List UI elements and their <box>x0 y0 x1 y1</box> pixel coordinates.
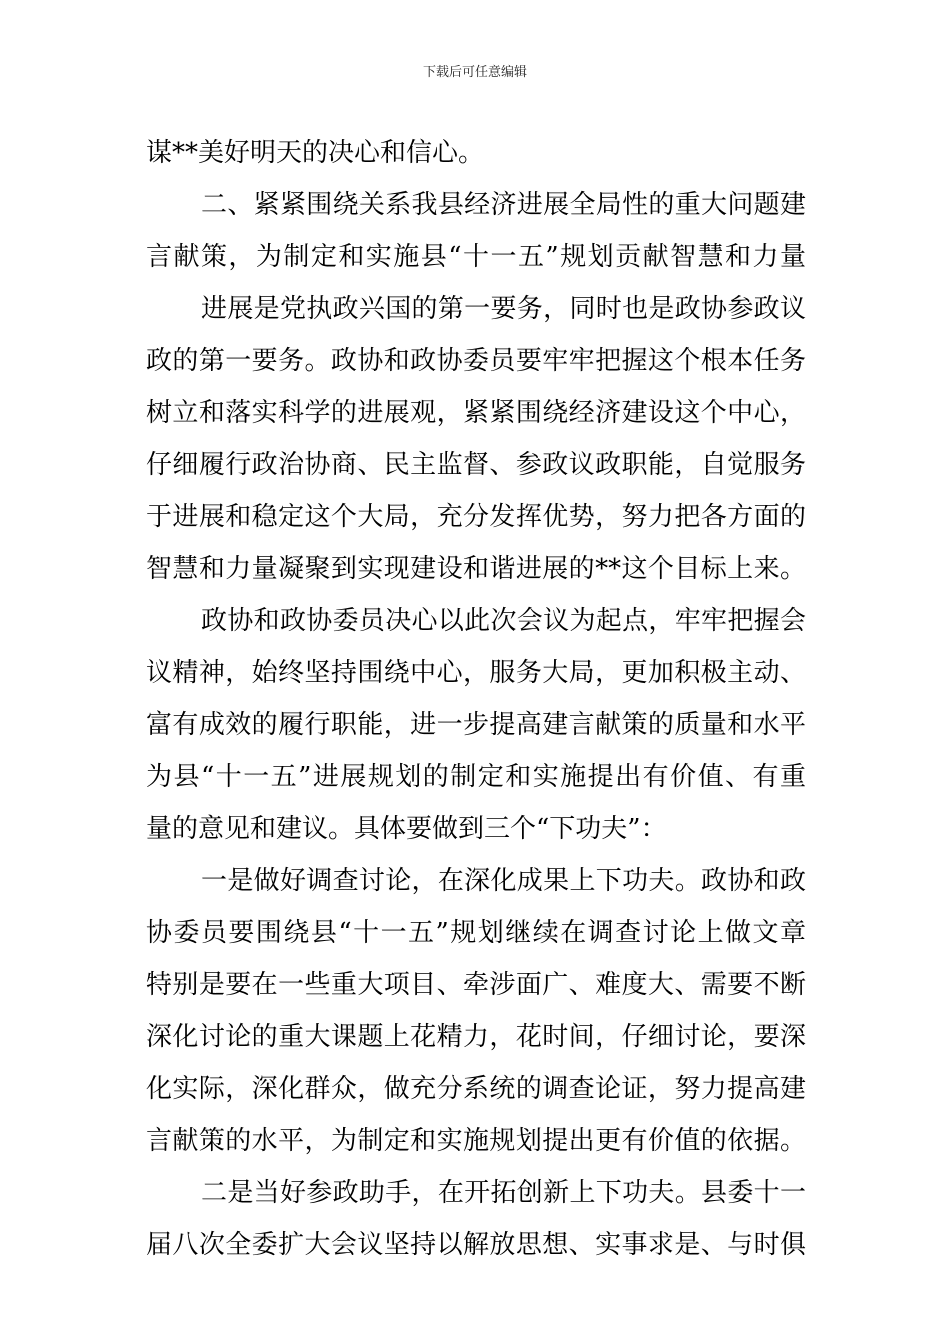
text-line: 议精神，始终坚持围绕中心，服务大局，更加积极主动、 <box>146 658 806 688</box>
document-body <box>146 127 806 1271</box>
text-line: 富有成效的履行职能，进一步提高建言献策的质量和水平 <box>146 710 806 740</box>
text-line: 智慧和力量凝聚到实现建设和谐进展的**这个目标上来。 <box>146 554 806 584</box>
text-line: 仔细履行政治协商、民主监督、参政议政职能，自觉服务 <box>146 450 806 480</box>
text-line: 协委员要围绕县“十一五”规划继续在调查讨论上做文章 <box>146 918 806 948</box>
text-line: 届八次全委扩大会议坚持以解放思想、实事求是、与时俱 <box>146 1230 806 1260</box>
text-line: 二、紧紧围绕关系我县经济进展全局性的重大问题建 <box>201 190 806 220</box>
text-line: 于进展和稳定这个大局，充分发挥优势，努力把各方面的 <box>146 502 806 532</box>
text-line: 量的意见和建议。具体要做到三个“下功夫”： <box>146 814 667 844</box>
text-line: 言献策的水平，为制定和实施规划提出更有价值的依据。 <box>146 1126 806 1156</box>
text-line: 进展是党执政兴国的第一要务，同时也是政协参政议 <box>201 294 806 324</box>
text-line: 树立和落实科学的进展观，紧紧围绕经济建设这个中心， <box>146 398 806 428</box>
text-line: 为县“十一五”进展规划的制定和实施提出有价值、有重 <box>146 762 806 792</box>
text-line: 二是当好参政助手，在开拓创新上下功夫。县委十一 <box>201 1178 806 1208</box>
text-line: 谋**美好明天的决心和信心。 <box>146 138 485 168</box>
text-line: 政协和政协委员决心以此次会议为起点，牢牢把握会 <box>201 606 806 636</box>
page-header-note: 下载后可任意编辑 <box>422 65 527 80</box>
text-line: 特别是要在一些重大项目、牵涉面广、难度大、需要不断 <box>146 970 806 1000</box>
text-line: 言献策，为制定和实施县“十一五”规划贡献智慧和力量 <box>146 242 806 272</box>
text-line: 政的第一要务。政协和政协委员要牢牢把握这个根本任务 <box>146 346 806 376</box>
text-line: 一是做好调查讨论，在深化成果上下功夫。政协和政 <box>201 866 806 896</box>
text-line: 深化讨论的重大课题上花精力，花时间，仔细讨论，要深 <box>146 1022 806 1052</box>
text-line: 化实际，深化群众，做充分系统的调查论证，努力提高建 <box>146 1074 806 1104</box>
